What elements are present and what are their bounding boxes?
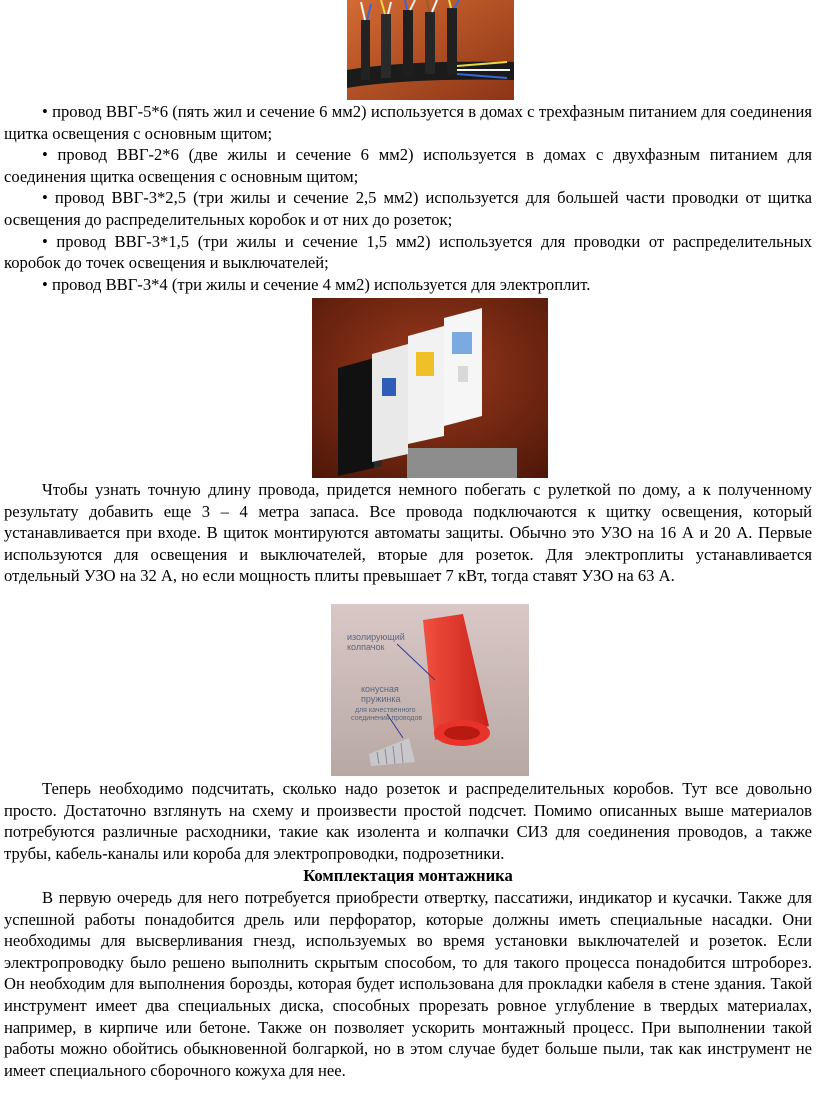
- circuit-breakers-illustration: [312, 298, 548, 478]
- list-item: • провод ВВГ-5*6 (пять жил и сечение 6 мм2) используется в домах с трехфазным питанием для соединения щитка освещения с основным щитом;: [4, 102, 812, 143]
- cable-bundle-image: [347, 0, 514, 100]
- spring-label: конусная: [361, 684, 399, 694]
- section-heading: Комплектация монтажника: [303, 866, 513, 885]
- list-item: • провод ВВГ-3*2,5 (три жилы и сечение 2,5 мм2) используется для большей части проводки от щитка освещения до распределительных коробок и от них до розеток;: [4, 188, 812, 229]
- list-item: • провод ВВГ-2*6 (две жилы и сечение 6 мм2) используется в домах с двухфазным питанием для соединения щитка освещения с основным щитом;: [4, 145, 812, 186]
- paragraph-cable-length: Чтобы узнать точную длину провода, придется немного побегать с рулеткой по дому, а к полученному результату добавить еще 3 – 4 метра запаса. Все провода подключаются к щитку освещения, который устанавливается при входе. В щиток монтируются автоматы защиты. Обычно это УЗО на 16 А и 20 А. Первые используются для освещения и выключателей, вторые для розеток. Для электроплиты устанавливается отдельный УЗО на 32 А, но если мощность плиты превышает 7 кВт, тогда ставят УЗО на 63 А.: [4, 480, 812, 586]
- paragraph-tools: В первую очередь для него потребуется приобрести отвертку, пассатижи, индикатор и кусачки. Также для успешной работы понадобится дрель или перфоратор, которые должны иметь специальные насадки. Они необходимы для высверливания гнезд, используемых во время установки выключателей и розеток. Если электропроводку было решено выполнить скрытым способом, то для такого процесса понадобится штроборез. Он необходим для выполнения борозды, которая будет использована для прокладки кабеля в стене здания. Такой инструмент имеет два специальных диска, способных прорезать ровное углубление в твердых материалах, например, в кирпиче или бетоне. Также он позволяет ускорить монтажный процесс. При выполнении такой работы можно обойтись обыкновенной болгаркой, но в этом случае будет больше пыли, так как инструмент не имеет специального сборочного кожуха для нее.: [4, 888, 812, 1080]
- circuit-breakers-image: [312, 298, 548, 478]
- spring-label: соединения проводов: [351, 715, 423, 722]
- list-item: • провод ВВГ-3*1,5 (три жилы и сечение 1,5 мм2) используется для проводки от распределительных коробок до точек освещения и выключателей;: [4, 231, 812, 273]
- cap-label: колпачок: [347, 642, 385, 652]
- cap-label: изолирующий: [347, 632, 405, 642]
- cable-list: [4, 101, 812, 295]
- spring-label: для качественного: [355, 707, 416, 714]
- list-item: • провод ВВГ-3*4 (три жилы и сечение 4 мм2) используется для электроплит.: [42, 274, 591, 294]
- spring-label: пружинка: [361, 694, 401, 704]
- paragraph-consumables: Теперь необходимо подсчитать, сколько надо розеток и распределительных коробов. Тут все довольно просто. Достаточно взглянуть на схему и произвести простой подсчет. Помимо описанных выше материалов потребуются различные расходники, такие как изолента и колпачки СИЗ для соединения проводов, а также трубы, кабель-каналы или короба для электропроводки, подрозетники.: [4, 779, 812, 863]
- connector-cap-image: [331, 604, 529, 776]
- cable-bundle-illustration: [347, 0, 514, 100]
